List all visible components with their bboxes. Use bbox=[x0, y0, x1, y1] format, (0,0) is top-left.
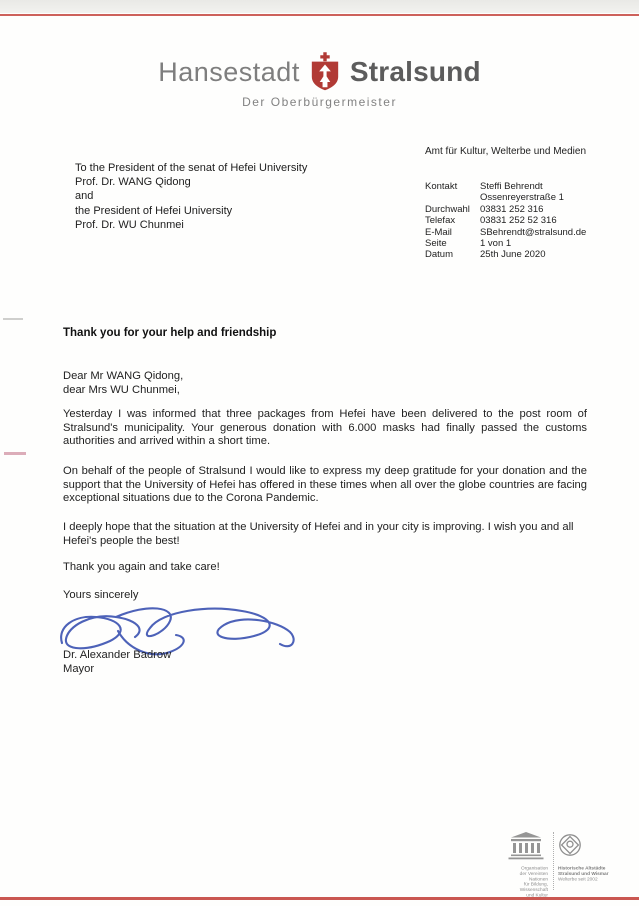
heritage-caption-line: Welterbe seit 2002 bbox=[558, 876, 598, 882]
contact-row bbox=[425, 249, 586, 260]
scan-edge-top-band bbox=[0, 0, 639, 13]
signer-block bbox=[63, 649, 171, 676]
contact-label: Datum bbox=[425, 249, 453, 261]
contact-row bbox=[425, 204, 586, 215]
recipient-line: the President of Hefei University bbox=[75, 204, 233, 217]
unesco-temple-icon bbox=[506, 832, 546, 860]
contact-row bbox=[425, 215, 586, 226]
footer-logo-separator bbox=[553, 832, 554, 890]
recipient-address-block bbox=[75, 161, 307, 232]
footer-logos bbox=[492, 830, 617, 898]
contact-label: Durchwahl bbox=[425, 203, 470, 215]
salutation-line: dear Mrs WU Chunmei, bbox=[63, 384, 180, 396]
unesco-caption bbox=[510, 866, 548, 899]
unesco-caption-line: und Kultur bbox=[526, 893, 548, 898]
recipient-line: and bbox=[75, 190, 94, 203]
scan-artifact-dash bbox=[3, 318, 23, 320]
contact-value-email: SBehrendt@stralsund.de bbox=[480, 226, 587, 238]
salutation-line: Dear Mr WANG Qidong, bbox=[63, 370, 184, 382]
salutation-block bbox=[63, 369, 183, 397]
heritage-caption-line: Stralsund und Wismar bbox=[558, 871, 609, 877]
heritage-caption bbox=[558, 866, 619, 882]
contact-value: Steffi Behrendt bbox=[480, 181, 543, 192]
contact-value: 1 von 1 bbox=[480, 238, 512, 250]
signer-title: Mayor bbox=[63, 662, 95, 675]
contact-row bbox=[425, 227, 586, 238]
recipient-line: To the President of the senat of Hefei University bbox=[75, 162, 308, 174]
subject-line: Thank you for your help and friendship bbox=[63, 327, 277, 339]
contact-value: Ossenreyerstraße 1 bbox=[480, 192, 564, 204]
recipient-line: Prof. Dr. WU Chunmei bbox=[75, 218, 184, 231]
unesco-caption-line: für Bildung, Wissenschaft bbox=[519, 882, 548, 893]
body-paragraph-1: Yesterday I was informed that three packages from Hefei have been delivered to the post room of Stralsund's municipality. Your generous donation with 6.000 masks had finally passed the customs authorities and arrived within a short time. bbox=[63, 408, 587, 448]
contact-value: 25th June 2020 bbox=[480, 249, 546, 261]
contact-value: 03831 252 52 316 bbox=[480, 215, 557, 227]
contact-label: Telefax bbox=[425, 215, 456, 227]
unesco-caption-line: Organisation bbox=[521, 866, 548, 871]
scan-red-line-top bbox=[0, 14, 639, 16]
body-paragraph-3: I deeply hope that the situation at the University of Hefei and in your city is improving. I wish you and all Hefei's people the best! bbox=[63, 521, 574, 547]
brand-logo bbox=[0, 52, 639, 92]
letterhead bbox=[0, 52, 639, 109]
contact-row bbox=[425, 192, 586, 203]
contact-label: Seite bbox=[425, 238, 447, 250]
contact-row bbox=[425, 238, 586, 249]
contact-info-block bbox=[425, 181, 586, 261]
recipient-line: Prof. Dr. WANG Qidong bbox=[75, 176, 191, 189]
signer-name: Dr. Alexander Badrow bbox=[63, 649, 172, 661]
contact-label: Kontakt bbox=[425, 181, 458, 192]
brand-prefix-text: Hansestadt bbox=[158, 56, 300, 87]
heritage-caption-line: Historische Altstädte bbox=[558, 866, 606, 871]
letterhead-subtitle: Der Oberbürgermeister bbox=[242, 95, 397, 109]
body-paragraph-2: On behalf of the people of Stralsund I would like to express my deep gratitude for your donation and the support that the University of Hefei has offered in these times when all over the globe countries are facing exceptional situations due to the Corona Pandemic. bbox=[63, 465, 587, 505]
contact-label: E-Mail bbox=[425, 226, 452, 238]
department-line: Amt für Kultur, Welterbe und Medien bbox=[425, 146, 587, 157]
unesco-caption-line: der Vereinten Nationen bbox=[519, 871, 548, 882]
brand-name-text: Stralsund bbox=[349, 56, 481, 87]
closing-thanks-line: Thank you again and take care! bbox=[63, 561, 220, 573]
contact-row bbox=[425, 181, 586, 192]
contact-label bbox=[425, 192, 480, 203]
scan-artifact-dash-pink bbox=[4, 452, 26, 455]
valediction-line: Yours sincerely bbox=[63, 589, 139, 601]
stralsund-shield-icon bbox=[309, 52, 341, 92]
contact-value: 03831 252 316 bbox=[480, 203, 544, 215]
world-heritage-emblem-icon bbox=[558, 833, 582, 857]
